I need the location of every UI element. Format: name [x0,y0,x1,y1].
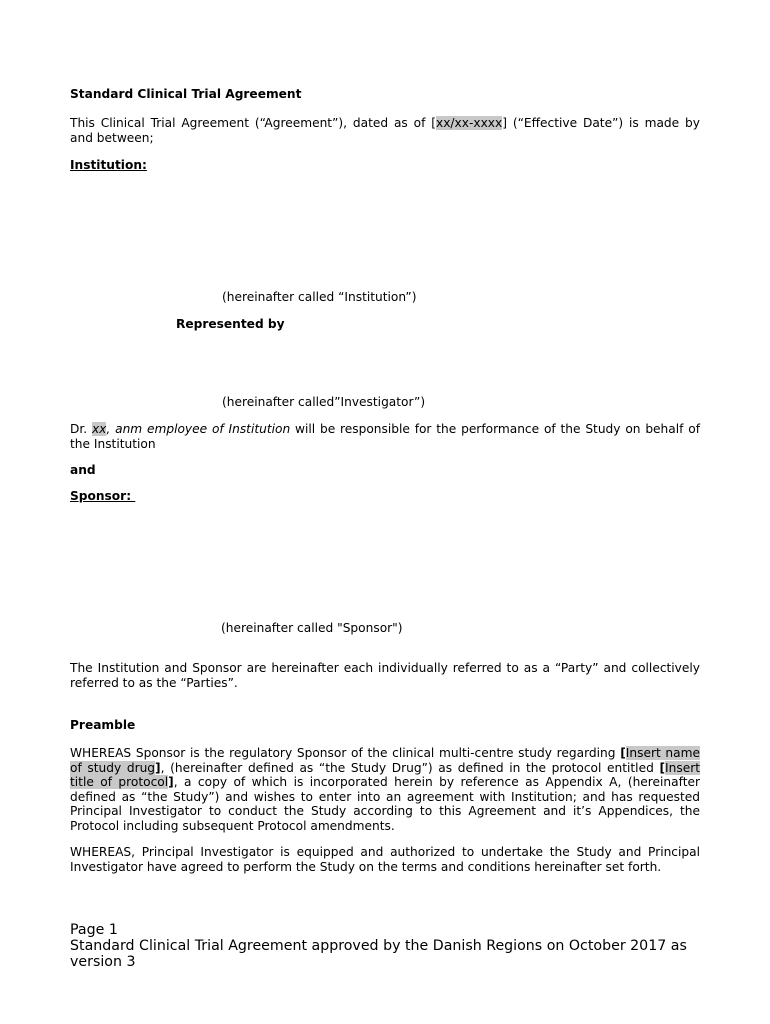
whereas-paragraph-2: WHEREAS, Principal Investigator is equipped and authorized to undertake the Study and Principal Investigator have agreed to perform the Study on the terms and conditions hereinafter set forth. [70,845,700,874]
page-number: Page 1 [70,922,118,938]
intro-text-1: This Clinical Trial Agreement (“Agreement”), dated as of [ [70,116,436,130]
represented-by-label: Represented by [176,317,285,331]
effective-date-placeholder: xx/xx-xxxx [436,116,503,130]
and-label: and [70,463,96,477]
employee-text: , anm employee of Institution [106,422,291,436]
document-title: Standard Clinical Trial Agreement [70,87,302,101]
sponsor-called-label: (hereinafter called "Sponsor") [221,621,403,635]
institution-heading: Institution: [70,158,147,172]
intro-text-2: ] (“Effective Date”) is made by and between; [70,116,700,145]
intro-paragraph [70,116,700,145]
responsibility-text: will be responsible for the performance of the Study on behalf of the Institution [70,422,700,451]
sponsor-heading: Sponsor: [70,489,136,503]
investigator-called-label: (hereinafter called”Investigator”) [222,395,426,409]
whereas-paragraph-1 [70,746,700,834]
preamble-heading: Preamble [70,718,136,732]
bracket-open-2: [ [659,760,666,775]
study-drug-placeholder: Insert name of study drug [70,746,700,775]
dr-prefix: Dr. [70,422,92,436]
protocol-title-placeholder: Insert title of protocol [70,760,700,790]
whereas1-text-2: , (hereinafter defined as “the Study Drug”) as defined in the protocol entitled [160,760,660,775]
bracket-close-2: ] [168,775,174,790]
parties-paragraph: The Institution and Sponsor are hereinafter each individually referred to as a “Party” and collectively referred to as the “Parties”. [70,661,700,690]
bracket-close: ] [155,760,161,775]
footer-note: Standard Clinical Trial Agreement approved by the Danish Regions on October 2017 as version 3 [70,938,687,970]
bracket-open: [ [620,746,626,760]
investigator-paragraph [70,422,700,451]
institution-called-label: (hereinafter called “Institution”) [222,290,417,304]
investigator-name-placeholder: xx [91,422,107,436]
whereas1-text-1: WHEREAS Sponsor is the regulatory Sponsor of the clinical multi-centre study regarding [70,746,621,760]
whereas1-text-3: , a copy of which is incorporated herein by reference as Appendix A, (hereinafter defined as “the Study”) and wishes to enter into an agreement with Institution; and has requested Principal Investigator to conduct the Study according to this Agreement and it’s Appendices, the Protocol including subsequent Protocol amendments. [70,775,700,833]
